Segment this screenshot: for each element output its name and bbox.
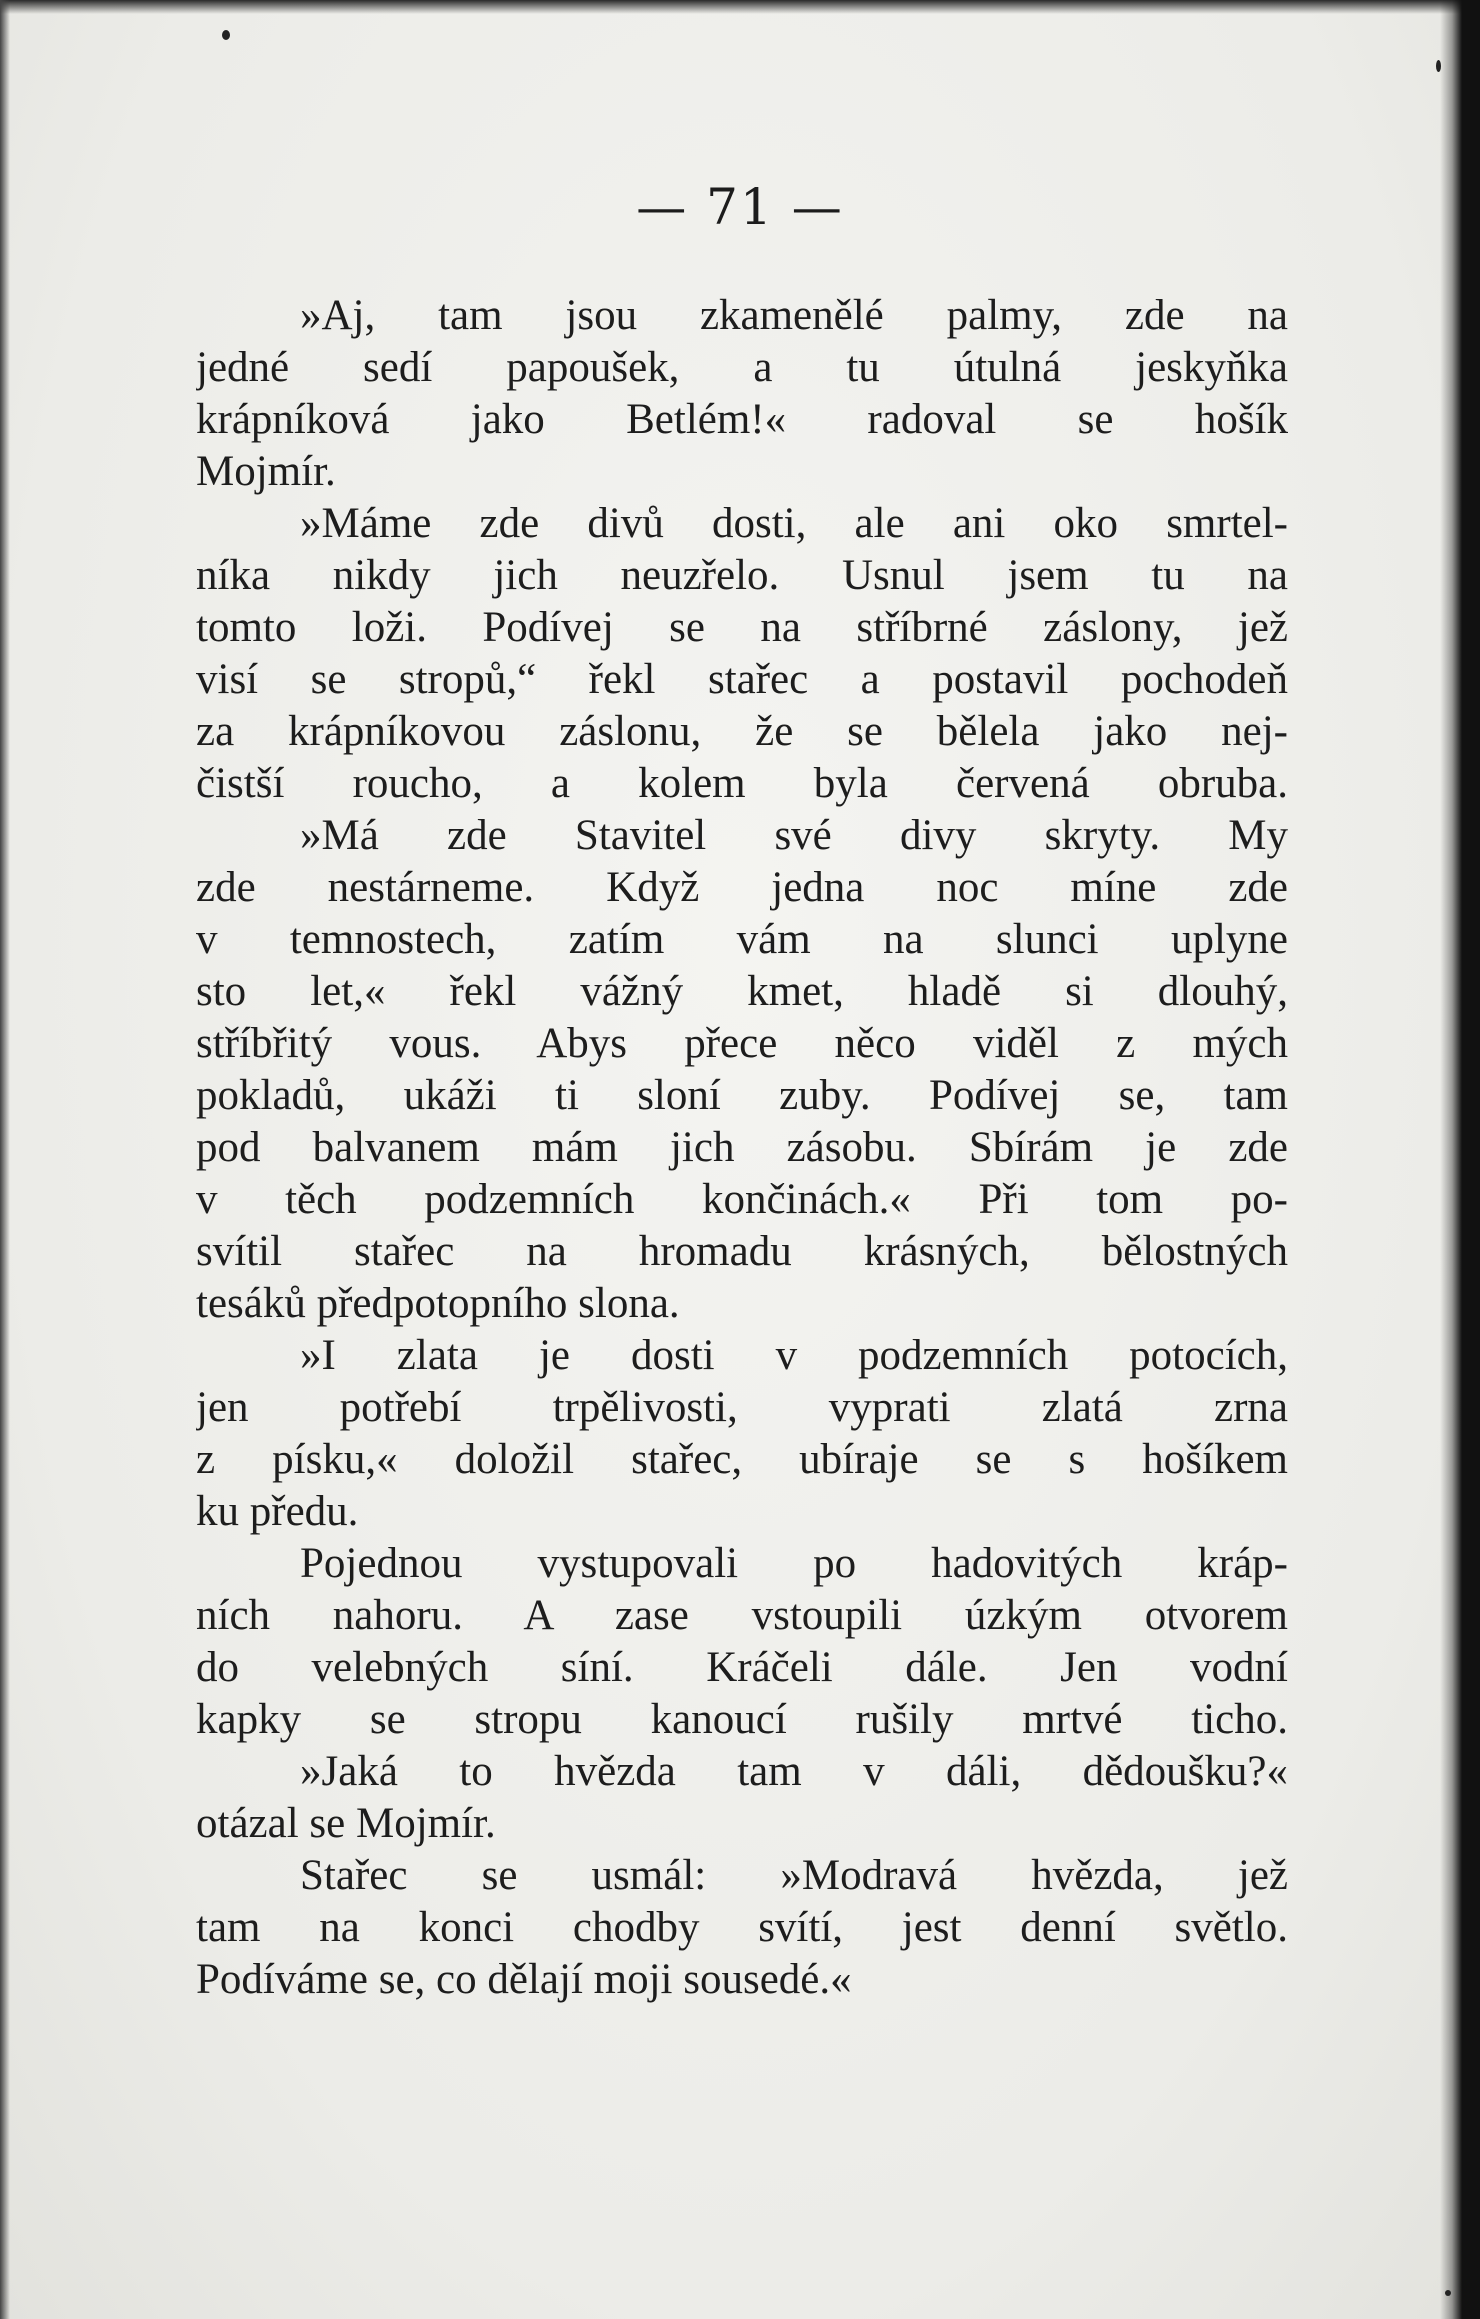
text-line: v temnostech, zatím vám na slunci uplyne: [196, 916, 1288, 963]
page-number: — 71 —: [636, 178, 844, 236]
text-line: svítil stařec na hromadu krásných, bělostných: [196, 1228, 1288, 1275]
text-line: tomto loži. Podívej se na stříbrné záslony, jež: [196, 604, 1288, 651]
text-line: otázal se Mojmír.: [196, 1800, 496, 1847]
text-line: Pojednou vystupovali po hadovitých kráp-: [300, 1540, 1288, 1587]
text-line: z písku,« doložil stařec, ubíraje se s hošíkem: [196, 1436, 1288, 1483]
text-line: tesáků předpotopního slona.: [196, 1280, 680, 1327]
text-line: čistší roucho, a kolem byla červená obruba.: [196, 760, 1288, 807]
body-text: [196, 290, 1288, 2006]
text-line: Mojmír.: [196, 448, 336, 495]
text-line: zde nestárneme. Když jedna noc míne zde: [196, 864, 1288, 911]
text-line: kapky se stropu kanoucí rušily mrtvé ticho.: [196, 1696, 1288, 1743]
text-line: Stařec se usmál: »Modravá hvězda, jež: [300, 1852, 1288, 1899]
text-line: stříbřitý vous. Abys přece něco viděl z mých: [196, 1020, 1288, 1067]
print-speck: [1436, 60, 1441, 72]
text-line: jen potřebí trpělivosti, vyprati zlatá zrna: [196, 1384, 1288, 1431]
print-speck: [222, 30, 230, 40]
text-line: pod balvanem mám jich zásobu. Sbírám je zde: [196, 1124, 1288, 1171]
text-line: níka nikdy jich neuzřelo. Usnul jsem tu na: [196, 552, 1288, 599]
page-right-shadow: [1440, 0, 1480, 2319]
text-line: za krápníkovou záslonu, že se bělela jako nej-: [196, 708, 1288, 755]
text-line: »Má zde Stavitel své divy skryty. My: [300, 812, 1288, 859]
text-line: v těch podzemních končinách.« Při tom po-: [196, 1176, 1288, 1223]
text-line: jedné sedí papoušek, a tu útulná jeskyňka: [196, 344, 1288, 391]
text-line: visí se stropů,“ řekl stařec a postavil pochodeň: [196, 656, 1288, 703]
text-line: sto let,« řekl vážný kmet, hladě si dlouhý,: [196, 968, 1288, 1015]
text-line: do velebných síní. Kráčeli dále. Jen vodní: [196, 1644, 1288, 1691]
text-line: »Aj, tam jsou zkamenělé palmy, zde na: [300, 292, 1288, 339]
page-left-shadow: [0, 0, 10, 2319]
print-speck: [1445, 2290, 1451, 2296]
text-line: »Jaká to hvězda tam v dáli, dědoušku?«: [300, 1748, 1288, 1795]
text-line: tam na konci chodby svítí, jest denní světlo.: [196, 1904, 1288, 1951]
text-line: ních nahoru. A zase vstoupili úzkým otvorem: [196, 1592, 1288, 1639]
text-line: »I zlata je dosti v podzemních potocích,: [300, 1332, 1288, 1379]
text-line: ku předu.: [196, 1488, 359, 1535]
text-line: krápníková jako Betlém!« radoval se hošík: [196, 396, 1288, 443]
text-line: pokladů, ukáži ti sloní zuby. Podívej se, tam: [196, 1072, 1288, 1119]
text-line: Podíváme se, co dělají moji sousedé.«: [196, 1956, 852, 2003]
text-line: »Máme zde divů dosti, ale ani oko smrtel-: [300, 500, 1288, 547]
page-top-shadow: [0, 0, 1480, 14]
